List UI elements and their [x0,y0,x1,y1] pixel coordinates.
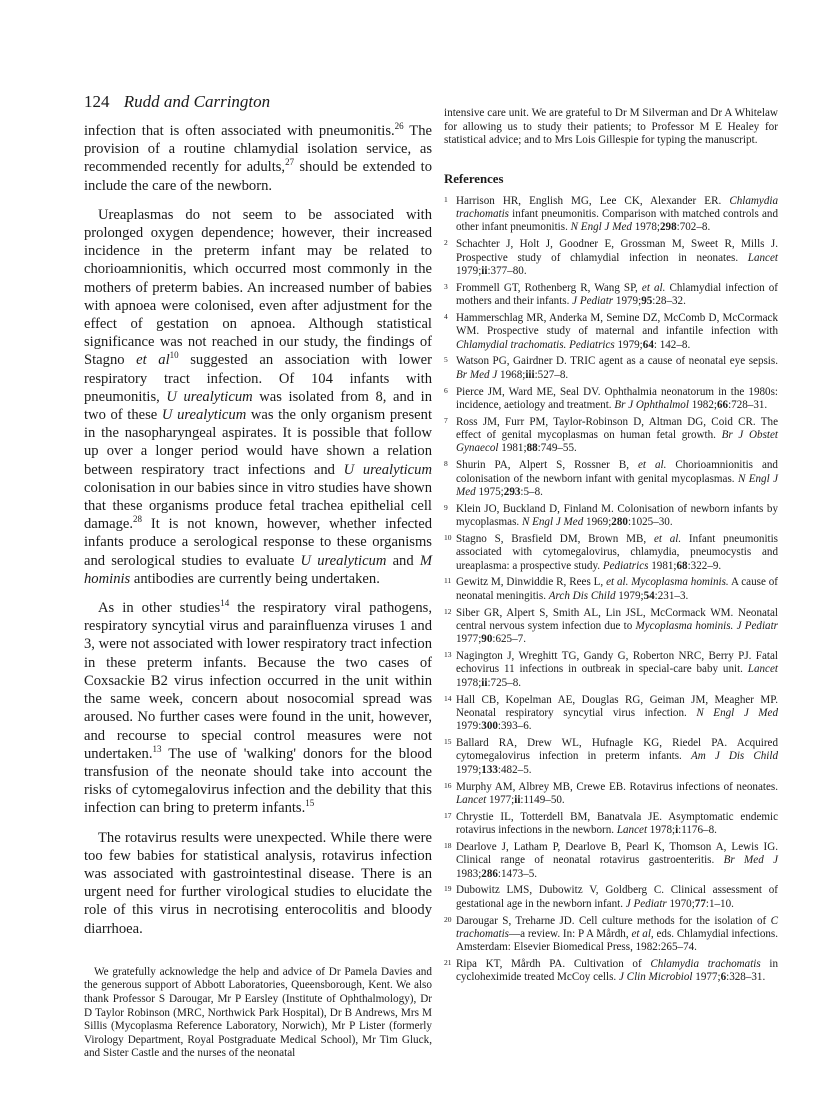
reference-text: Murphy AM, Albrey MB, Crewe EB. Rotavirus infections of neonates. [456,780,778,793]
reference-pages: :725–8. [487,676,522,689]
body-paragraph-3: As in other studies$^{14}$ the respiratory viral pathogens, respiratory syncytial virus and parainfluenza viruses 1 and 3, were not associated with lower respiratory tract infection in these preterm infants. Because the two cases of Coxsackie B2 virus infection occurred in the unit within the same week, concern about nosocomial spread was aroused. No further cases were found in the unit, however, and recourse to special control measures were not undertaken.$^{13}$ The use of 'walking' donors for the blood transfusion of the neonate should take into account the risks of cytomegalovirus infection and the debility that this infection can bring to preterm infants.$^{15}$ [84,598,432,817]
reference-pages: :231–3. [654,589,689,602]
reference-journal: J Pediatr [625,897,667,910]
reference-number: 12 [444,606,452,616]
reference-item [444,503,778,530]
running-authors: Rudd and Carrington [123,92,271,111]
body-paragraph-2: Ureaplasmas do not seem to be associated with prolonged oxygen dependence; however, their increased incidence in the preterm infant may be related to chorioamnionitis, which occurred most commonly in the mothers of preterm babies. An increased number of babies with apnoea were colonised, even after adjustment for the effect of gestation on apnoea. Although statistical significance was not reached in our study, the findings of Stagno et $al^{10}$ suggested an association with lower respiratory tract infection. Of 104 infants with pneumonitis, U urealyticum was isolated from 8, and in two of these U urealyticum was the only organism present in the nasopharyngeal aspirates. It is possible that follow up over a longer period would have shown a relation between respiratory tract infections and U urealyticum colonisation in our babies since in vitro studies have shown that these organisms produce fetal trachea epithelial cell damage.$^{28}$ It is not known, however, whether infected infants produce a serological response to these organisms and serological studies to evaluate U urealyticum and M hominis antibodies are currently being undertaken. [84,206,432,587]
reference-journal: N Engl J Med [570,221,632,234]
reference-pages: :625–7. [492,633,526,646]
reference-journal: N Engl J Med [456,472,778,498]
reference-year: 1977; [456,633,482,646]
reference-number: 17 [444,810,452,820]
reference-text: Chlamydial infection of mothers and their infants. [456,281,778,308]
reference-text: Watson PG, Gairdner D. TRIC agent as a cause of neonatal eye sepsis. [456,355,778,368]
body-paragraph-4: The rotavirus results were unexpected. While there were too few babies for statistical analysis, rotavirus infection was associated with gastrointestinal disease. There is an urgent need for further virological studies to elucidate the role of this virus in necrotising enterocolitis and bloody diarrhoea. [84,829,432,937]
reference-number: 3 [444,281,448,291]
reference-year: eds. [653,927,677,940]
reference-volume: i [675,824,679,837]
reference-number: 9 [444,502,448,512]
reference-pages: : 142–8. [653,338,691,351]
reference-text: Pierce JM, Ward ME, Seal DV. Ophthalmia neonatorum in the 1980s: incidence, aetiology and treatment. [456,385,778,411]
reference-item [444,238,778,278]
reference-pages: :377–80. [487,264,527,277]
reference-number: 18 [444,840,452,850]
reference-number: 2 [444,238,448,248]
reference-journal: Br Med J [456,368,498,381]
reference-year: 1983; [456,867,482,880]
reference-year: 1977; [486,793,515,806]
reference-italic: et al. Mycoplasma hominis. [606,576,729,589]
reference-italic: Chlamydial trachomatis. [456,338,567,351]
reference-journal: Lancet [747,251,778,264]
reference-year: 1968; [497,368,526,381]
reference-text: Harrison HR, English MG, Lee CK, Alexander ER. [456,194,730,207]
reference-text: in cycloheximide treated McCoy cells. [456,958,778,984]
reference-text: Ross JM, Furr PM, Taylor-Robinson D, Altman DG, Coid CR. The effect of genital mycoplasmas on human fetal growth. [456,415,778,442]
reference-item [444,811,778,838]
reference-italic: et al. [641,281,666,294]
reference-pages: :702–8. [676,221,711,234]
reference-item [444,958,778,985]
reference-volume: 293 [503,485,521,498]
reference-year: 1977; [692,971,721,984]
reference-pages: :1025–30. [627,516,673,529]
reference-number: 10 [444,532,452,542]
reference-number: 19 [444,884,452,894]
reference-volume: 54 [643,589,655,602]
reference-text: Ballard RA, Drew WL, Hufnagle KG, Riedel PA. Acquired cytomegalovirus infection in preterm infants. [456,737,778,763]
reference-text: Chorioamnionitis and colonisation of the newborn infant with genital mycoplasmas. [456,459,778,485]
reference-number: 21 [444,958,452,968]
reference-year: 1978; [631,221,660,234]
reference-journal: J Pediatr [572,295,614,308]
reference-journal: et al, [631,927,654,940]
reference-item [444,355,778,382]
reference-text: Dearlove J, Latham P, Dearlove B, Pearl K, Thomson A, Lewis IG. Clinical range of neonatal rotavirus gastroenteritis. [456,840,778,867]
reference-italic: et al. [637,459,667,472]
reference-year: 1981; [498,442,527,455]
reference-italic: Mycoplasma hominis. [635,619,734,632]
reference-text: Nagington J, Wreghitt TG, Gandy G, Roberton NRC, Berry PJ. Fatal echovirus 11 infections in outbreak in special-care baby unit. [456,650,778,676]
reference-volume: 88 [526,442,538,455]
reference-year: 1978; [647,824,676,837]
reference-item [444,781,778,808]
reference-journal: Br J Obstet Gynaecol [456,429,778,455]
reference-volume: ii [514,793,521,806]
reference-pages: :1–10. [705,897,734,910]
reference-year: 1979; [456,763,482,776]
reference-volume: ii [481,264,488,277]
right-column [444,107,778,988]
reference-year: 1979; [456,264,482,277]
reference-pages: :1149–50. [520,793,565,806]
reference-item [444,607,778,647]
reference-text: infant pneumonitis. Comparison with matched controls and other infant pneumonitis. [456,208,778,234]
reference-pages: :322–9. [687,559,722,572]
reference-journal: J Clin Microbiol [618,971,693,984]
reference-year: 1979; [613,295,642,308]
reference-pages: :28–32. [652,295,686,308]
reference-journal: Br Med J [723,854,778,867]
reference-year: 1979; [615,589,644,602]
reference-text: Frommell GT, Rothenberg R, Wang SP, [456,281,642,294]
acknowledgement-continued: intensive care unit. We are grateful to Dr M Silverman and Dr A Whitelaw for allowing us to study their patients; to Professor M E Healey for statistical advice; and to Mrs Lois Gillespie for typing the manuscript. [444,107,778,147]
left-column [84,122,432,1061]
reference-journal: J Pediatr [736,619,778,632]
reference-text: —a review. In: P A Mårdh, [509,927,632,940]
reference-pages: :5–8. [520,485,543,498]
reference-journal: Br J Ophthalmol [614,398,689,411]
reference-item [444,884,778,911]
reference-volume: 77 [694,897,706,910]
reference-number: 13 [444,650,452,660]
reference-text: Klein JO, Buckland D, Finland M. Colonisation of newborn infants by mycoplasmas. [456,502,778,529]
reference-volume: 68 [676,559,688,572]
reference-text: Hall CB, Kopelman AE, Douglas RG, Geiman JM, Meagher MP. Neonatal respiratory syncytial virus infection. [456,693,778,719]
reference-text: Stagno S, Brasfield DM, Brown MB, [456,532,654,545]
reference-journal: Pediatrics [602,559,649,572]
reference-text: Hammerschlag MR, Anderka M, Semine DZ, McComb D, McCormack WM. Prospective study of maternal and infantile infection with [456,311,778,338]
reference-year: 1979: [456,720,482,733]
reference-year: 1981; [648,559,677,572]
reference-text: Ripa KT, Mårdh PA. Cultivation of [456,958,651,971]
body-paragraph-1: infection that is often associated with pneumonitis.$^{26}$ The provision of a routine chlamydial isolation service, as recommended recently for adults,$^{27}$ should be extended to include the care of the newborn. [84,121,432,194]
reference-journal: Am J Dis Child [690,750,778,763]
reference-item [444,694,778,734]
reference-number: 20 [444,914,452,924]
reference-volume: 64 [642,338,654,351]
reference-item [444,533,778,573]
reference-text: Infant pneumonitis associated with cytomegalovirus, chlamydia, pneumocystis and ureaplasma: a prospective study. [456,532,779,572]
reference-journal: N Engl J Med [521,516,584,529]
reference-text: A cause of neonatal meningitis. [456,576,778,602]
reference-volume: 6 [720,971,727,984]
reference-journal: N Engl J Med [696,706,779,719]
reference-italic: Chlamydia trachomatis [650,958,761,971]
reference-italic: Chlamydia trachomatis [456,194,778,221]
reference-italic: et al. [653,532,682,545]
reference-text: Shurin PA, Alpert S, Rossner B, [456,459,638,472]
reference-text: Schachter J, Holt J, Goodner E, Grossman M, Sweet R, Mills J. Prospective study of chlamydial infection in neonates. [456,238,778,264]
reference-volume: 298 [659,221,677,234]
reference-pages: :1176–8. [678,824,717,837]
reference-pages: :1473–5. [497,867,538,880]
reference-text: Siber GR, Alpert S, Smith AL, Lin JSL, McCormack WM. Neonatal central nervous system infection due to [456,606,778,632]
reference-volume: 66 [716,398,729,411]
reference-year: 1978; [456,676,482,689]
reference-volume: 300 [481,720,498,733]
reference-number: 4 [444,311,448,321]
reference-volume: 90 [481,633,493,646]
reference-number: 5 [444,355,448,365]
reference-item [444,312,778,352]
reference-pages: :749–55. [537,442,577,455]
reference-item [444,841,778,881]
reference-year: 1969; [583,516,612,529]
reference-italic: C trachomatis [456,914,778,940]
reference-number: 14 [444,693,452,703]
references-heading: References [444,171,504,186]
reference-text: Chrystie IL, Totterdell BM, Banatvala JE. Asymptomatic endemic rotavirus infections in the newborn. [456,810,778,837]
reference-number: 8 [444,459,448,469]
reference-number: 1 [444,194,448,204]
page-number: 124 [84,92,110,111]
reference-text: Darougar S, Treharne JD. Cell culture methods for the isolation of [456,914,771,927]
reference-journal: Lancet [747,663,778,676]
reference-item [444,459,778,499]
reference-pages: :728–31. [728,398,768,411]
reference-journal: Arch Dis Child [548,589,616,602]
reference-item [444,576,778,603]
references-list [444,195,778,985]
reference-volume: ii [481,676,488,689]
reference-volume: 133 [481,763,498,776]
reference-item [444,386,778,413]
reference-volume: 286 [481,867,498,880]
reference-volume: 95 [641,295,653,308]
reference-volume: 280 [611,516,628,529]
reference-year: 1979; [614,338,643,351]
reference-text: Dubowitz LMS, Dubowitz V, Goldberg C. Clinical assessment of gestational age in the newborn infant. [456,884,778,910]
reference-pages: Chlamydial infections. Amsterdam: Elsevier Biomedical Press, 1982:265–74. [456,927,778,954]
reference-journal: Pediatrics [569,338,615,351]
reference-year: 1970; [666,897,695,910]
reference-item [444,195,778,235]
reference-number: 7 [444,415,448,425]
reference-number: 16 [444,780,452,790]
reference-volume: iii [525,368,535,381]
reference-text: Gewitz M, Dinwiddie R, Rees L, [456,576,607,589]
reference-journal: Lancet [456,793,487,806]
reference-journal: Lancet [616,824,648,837]
page-header [84,92,270,112]
reference-item [444,650,778,690]
reference-year: 1975; [475,485,504,498]
reference-item [444,737,778,777]
reference-item [444,416,778,456]
reference-pages: :527–8. [534,368,569,381]
reference-pages: :393–6. [497,720,532,733]
reference-item [444,915,778,955]
reference-number: 6 [444,385,448,395]
reference-number: 11 [444,576,452,586]
reference-pages: :482–5. [497,763,532,776]
reference-item [444,282,778,309]
reference-pages: :328–31. [726,971,766,984]
reference-number: 15 [444,737,452,747]
acknowledgement: We gratefully acknowledge the help and advice of Dr Pamela Davies and the generous support of Abbott Laboratories, Queensborough, Kent. We also thank Professor S Darougar, Mr P Earsley (Institute of Ophthalmology), Dr D Taylor Robinson (MRC, Northwick Park Hospital), Dr B Andrews, Mrs M Sillis (Mycoplasma Reference Laboratory, Norwich), Mr P Lister (formerly Virology Department, Royal Postgraduate Medical School), Mr Tim Gluck, and Sister Castle and the nurses of the neonatal [84,965,432,1060]
reference-year: 1982; [688,398,717,411]
